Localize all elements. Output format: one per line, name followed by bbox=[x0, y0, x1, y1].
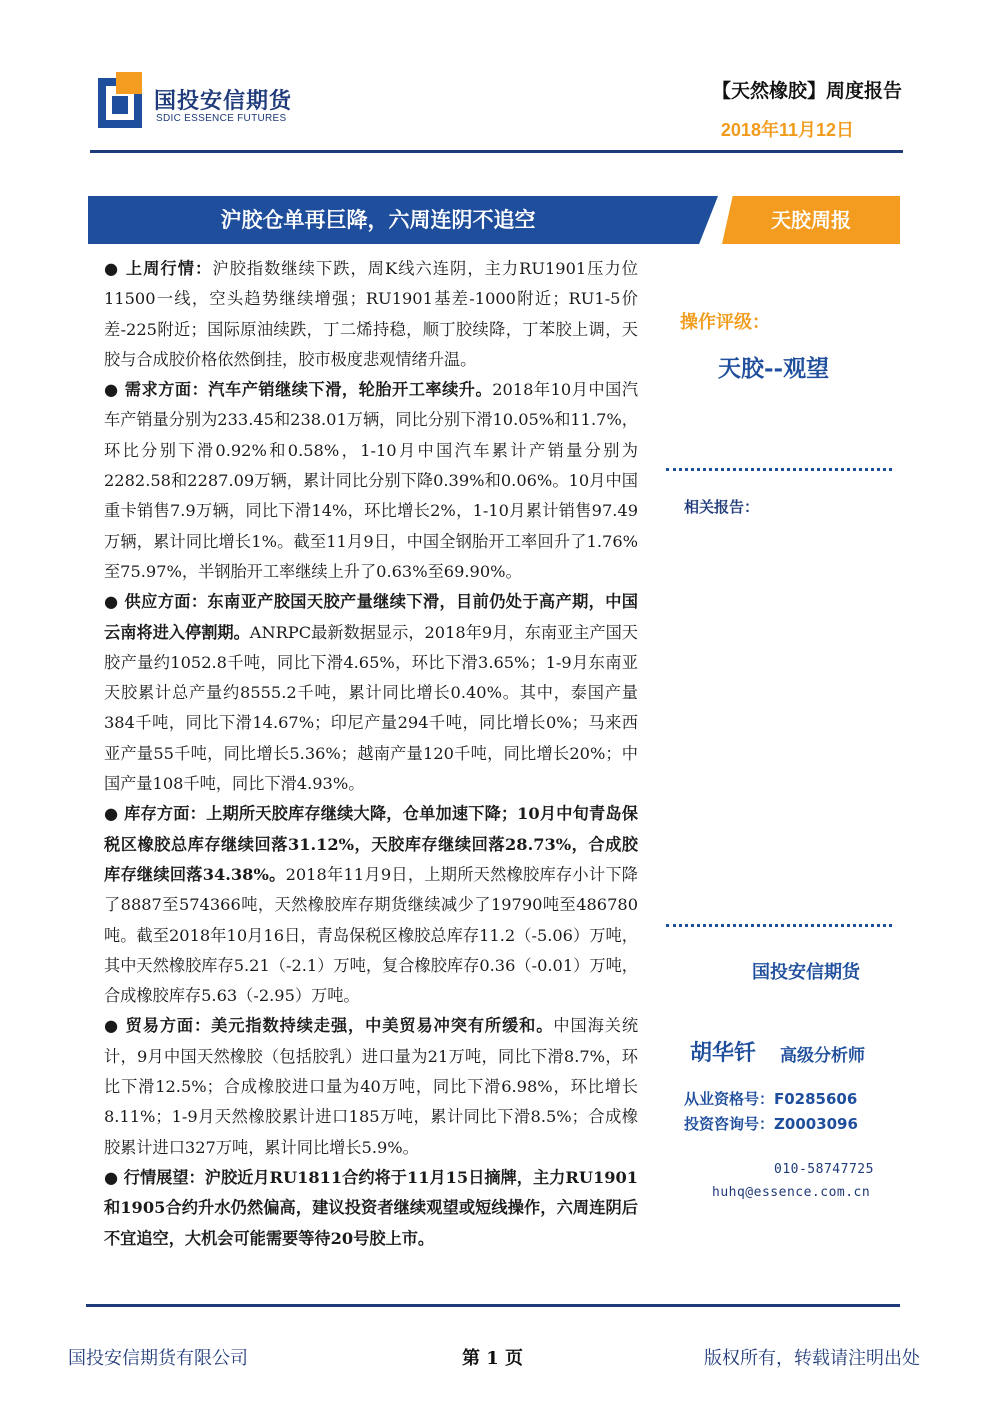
section-heading: ● 贸易方面： bbox=[104, 1016, 212, 1036]
report-body bbox=[104, 254, 638, 1254]
sidebar-divider bbox=[666, 924, 892, 927]
footer-divider bbox=[86, 1304, 900, 1307]
footer-company: 国投安信期货有限公司 bbox=[68, 1348, 248, 1369]
logo-chinese-name: 国投安信期货 bbox=[154, 89, 293, 114]
section-lead: 上期所天胶库存继续大降，仓单加速下降；10月中旬青岛保税区橡胶总库存继续回落31.12%，天胶库存继续回落28.73%，合成胶库存继续回落34.38%。 bbox=[104, 804, 638, 884]
section-lead: 沪胶近月RU1811合约将于11月15日摘牌，主力RU1901和1905合约升水仍然偏高，建议投资者继续观望或短线操作，六周连阴后不宜追空，大机会可能需要等待20号胶上市。 bbox=[104, 1167, 638, 1248]
sidebar-divider bbox=[666, 468, 892, 471]
footer-copyright: 版权所有，转载请注明出处 bbox=[704, 1348, 920, 1369]
report-date: 2018年11月12日 bbox=[720, 120, 854, 140]
section-heading: ● 行情展望： bbox=[104, 1167, 205, 1187]
section-heading: ● 上周行情： bbox=[104, 259, 213, 278]
section-outlook bbox=[104, 1163, 638, 1254]
section-text: 2018年10月中国汽车产销量分别为233.45和238.01万辆，同比分别下滑10.05%和11.7%，环比分别下滑0.92%和0.58%，1-10月中国汽车累计产销量分别为2282.58和2287.09万辆，累计同比分别下降0.39%和0.06%。10月中国重卡销售7.9万辆，同比下滑14%，环比增长2%，1-10月累计销售97.49万辆，累计同比增长1%。截至11月9日，中国全钢胎开工率回升了1.76%至75.97%，半钢胎开工率继续上升了0.63%至69.90%。 bbox=[104, 380, 639, 581]
qualification-number: 从业资格号：F0285606 bbox=[684, 1090, 858, 1108]
report-tag: 天胶周报 bbox=[771, 208, 851, 232]
report-title: 沪胶仓单再巨降，六周连阴不追空 bbox=[220, 207, 536, 232]
section-text: 2018年11月9日，上期所天然橡胶库存小计下降了8887至574366吨，天然橡胶库存期货继续减少了19790吨至486780吨。截至2018年10月16日，青岛保税区橡胶总库存11.2（-5.06）万吨，其中天然橡胶库存5.21（-2.1）万吨，复合橡胶库存0.36（-0.01）万吨，合成橡胶库存5.63（-2.95）万吨。 bbox=[104, 864, 638, 1006]
section-text: ANRPC最新数据显示，2018年9月，东南亚主产国天胶产量约1052.8千吨，同比下滑4.65%，环比下滑3.65%；1-9月东南亚天胶累计总产量约8555.2千吨，累计同比增长0.40%。其中，泰国产量384千吨，同比下滑14.67%；印尼产量294千吨，同比增长0%；马来西亚产量55千吨，同比增长5.36%；越南产量120千吨，同比增长20%；中国产量108千吨，同比下滑4.93%。 bbox=[104, 622, 638, 794]
consulting-number: 投资咨询号：Z0003096 bbox=[684, 1115, 858, 1133]
company-name: 国投安信期货 bbox=[752, 962, 860, 983]
section-text: 中国海关统计，9月中国天然橡胶（包括胶乳）进口量为21万吨，同比下滑8.7%，环比下滑12.5%；合成橡胶进口量为40万吨，同比下滑6.98%，环比增长8.11%；1-9月天然橡胶累计进口185万吨，累计同比下滑8.5%；合成橡胶累计进口327万吨，累计同比增长5.9%。 bbox=[104, 1016, 639, 1157]
rating-value: 天胶--观望 bbox=[718, 355, 830, 382]
page-number: 第 1 页 bbox=[462, 1348, 524, 1369]
contact-email[interactable]: huhq@essence.com.cn bbox=[712, 1185, 871, 1200]
section-trade bbox=[104, 1011, 638, 1162]
header-divider bbox=[90, 150, 903, 153]
section-text: 沪胶指数继续下跌，周K线六连阴，主力RU1901压力位11500一线，空头趋势继续增强；RU1901基差-1000附近；RU1-5价差-225附近；国际原油续跌，丁二烯持稳，顺丁胶续降，丁苯胶上调，天胶与合成胶价格依然倒挂，胶市极度悲观情绪升温。 bbox=[104, 259, 638, 369]
contact-phone: 010-58747725 bbox=[774, 1162, 874, 1177]
section-inventory bbox=[104, 799, 638, 1011]
section-supply bbox=[104, 587, 638, 799]
company-logo-icon bbox=[98, 72, 142, 128]
analyst-title: 高级分析师 bbox=[780, 1046, 865, 1066]
related-reports-label: 相关报告： bbox=[684, 498, 760, 516]
logo-english-name: SDIC ESSENCE FUTURES bbox=[156, 113, 287, 124]
report-type: 【天然橡胶】周度报告 bbox=[711, 80, 902, 102]
section-heading: ● 库存方面： bbox=[104, 804, 207, 824]
section-lead: 东南亚产胶国天胶产量继续下滑，目前仍处于高产期，中国云南将进入停割期。 bbox=[104, 592, 638, 642]
analyst-name: 胡华钎 bbox=[690, 1041, 757, 1066]
section-demand bbox=[104, 375, 638, 587]
section-lead: 汽车产销继续下滑，轮胎开工率续升。 bbox=[208, 380, 493, 400]
section-heading: ● 需求方面： bbox=[104, 380, 209, 400]
section-lead: 美元指数持续走强，中美贸易冲突有所缓和。 bbox=[211, 1016, 554, 1036]
section-market bbox=[104, 254, 638, 375]
section-heading: ● 供应方面： bbox=[104, 592, 208, 612]
rating-label: 操作评级： bbox=[680, 312, 770, 333]
